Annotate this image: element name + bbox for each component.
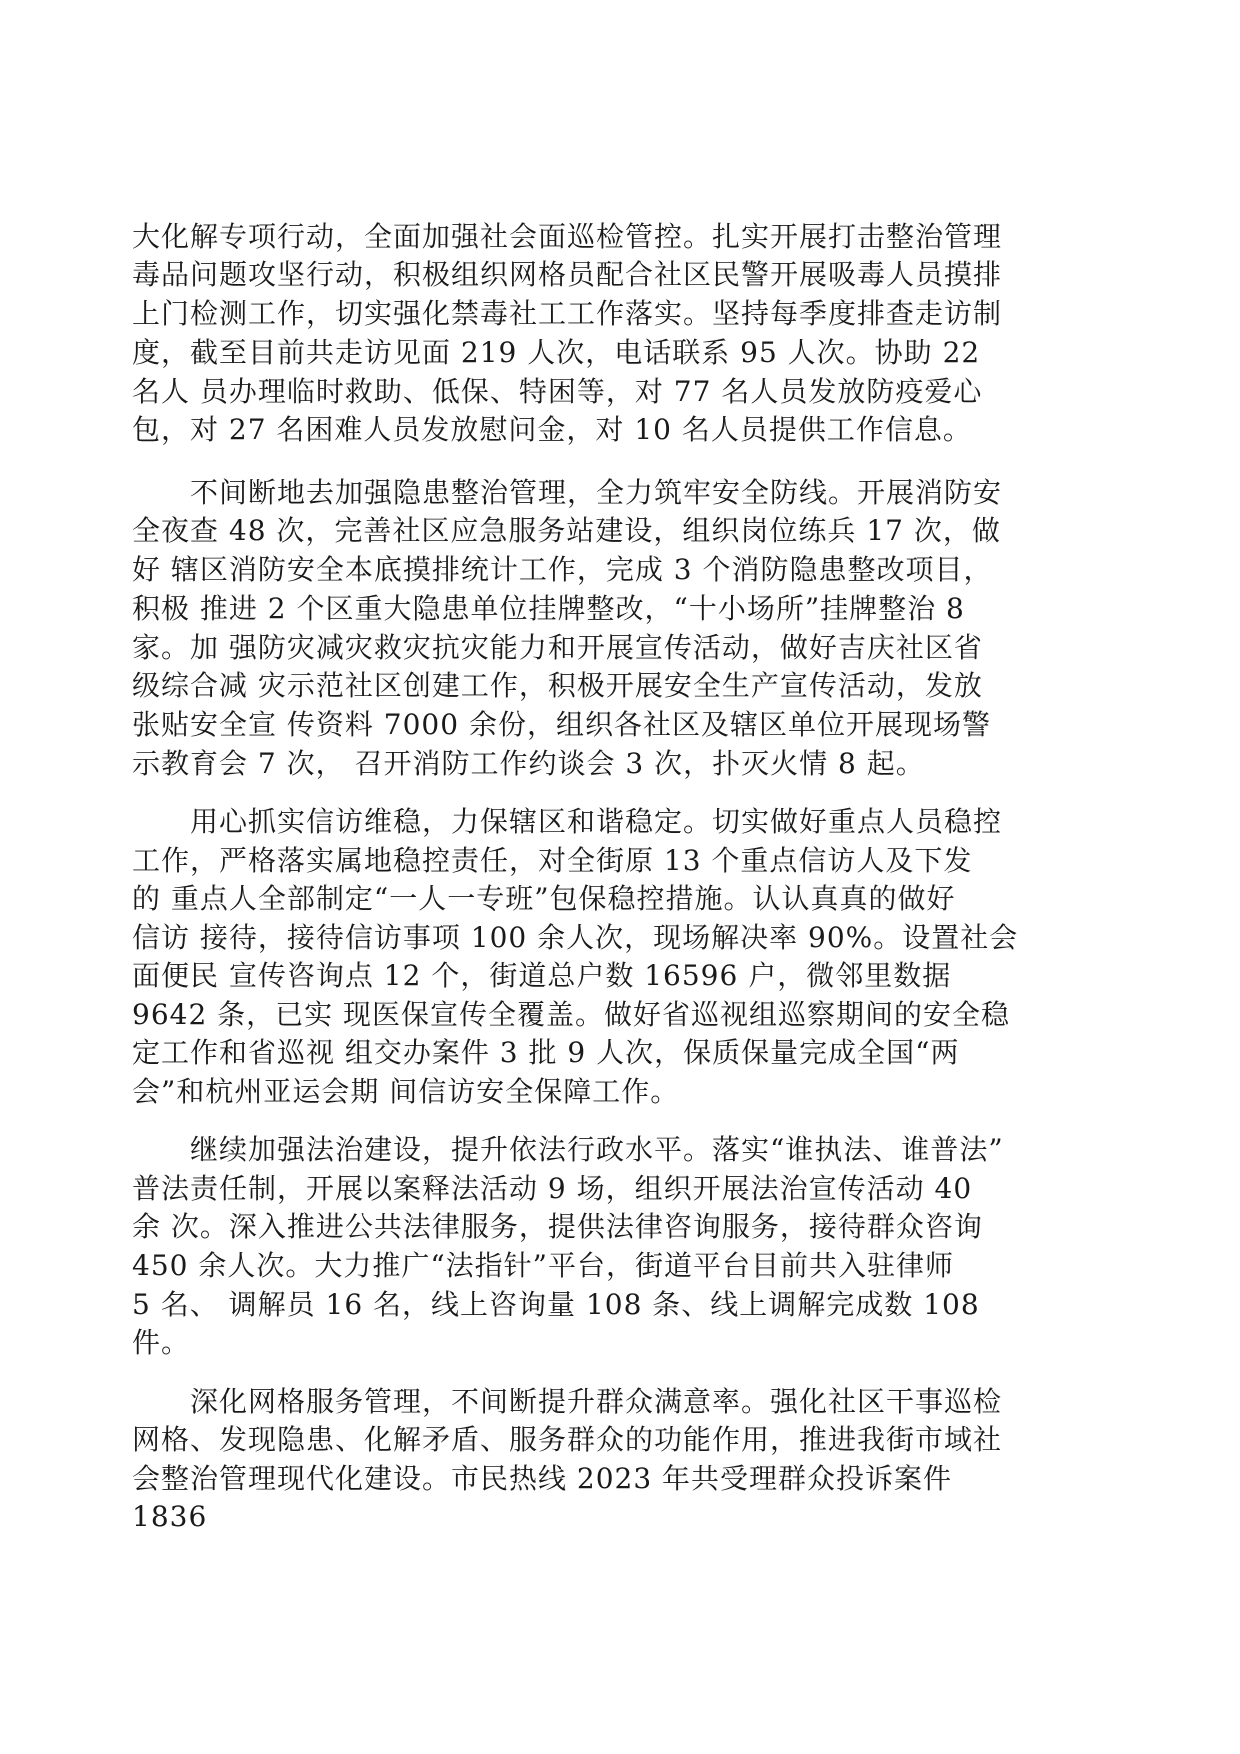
text-line: 工作，严格落实属地稳控责任，对全街原 13 个重点信访人及下发 — [132, 844, 973, 877]
text-line: 网格、发现隐患、化解矛盾、服务群众的功能作用，推进我街市域社 — [132, 1423, 1003, 1456]
text-line: 用心抓实信访维稳，力保辖区和谐稳定。切实做好重点人员稳控 — [132, 805, 1003, 838]
text-line: 张贴安全宣 传资料 7000 余份，组织各社区及辖区单位开展现场警 — [132, 708, 991, 741]
text-line: 好 辖区消防安全本底摸排统计工作，完成 3 个消防隐患整改项目， — [132, 553, 993, 586]
text-line: 深化网格服务管理，不间断提升群众满意率。强化社区干事巡检 — [132, 1385, 1003, 1418]
text-line: 定工作和省巡视 组交办案件 3 批 9 人次，保质保量完成全国“两 — [132, 1036, 960, 1069]
text-line: 积极 推进 2 个区重大隐患单位挂牌整改，“十小场所”挂牌整治 8 — [132, 592, 965, 625]
text-line: 示教育会 7 次， 召开消防工作约谈会 3 次，扑灭火情 8 起。 — [132, 747, 925, 780]
text-line: 包，对 27 名困难人员发放慰问金，对 10 名人员提供工作信息。 — [132, 413, 972, 446]
text-line: 9642 条，已实 现医保宣传全覆盖。做好省巡视组巡察期间的安全稳 — [132, 998, 1011, 1031]
text-line: 件。 — [132, 1326, 191, 1359]
text-line: 面便民 宣传咨询点 12 个，街道总户数 16596 户，微邻里数据 — [132, 959, 952, 992]
text-line: 大化解专项行动，全面加强社会面巡检管控。扎实开展打击整治管理 — [132, 220, 1003, 253]
text-line: 度，截至目前共走访见面 219 人次，电话联系 95 人次。协助 22 — [132, 336, 981, 369]
text-line: 继续加强法治建设，提升依法行政水平。落实“谁执法、谁普法” — [132, 1133, 1004, 1166]
text-line: 会”和杭州亚运会期 间信访安全保障工作。 — [132, 1075, 680, 1108]
text-line: 的 重点人全部制定“一人一专班”包保稳控措施。认认真真的做好 — [132, 882, 956, 915]
text-line: 普法责任制，开展以案释法活动 9 场，组织开展法治宣传活动 40 — [132, 1172, 973, 1205]
text-line: 毒品问题攻坚行动，积极组织网格员配合社区民警开展吸毒人员摸排 — [132, 258, 1003, 291]
text-line: 余 次。深入推进公共法律服务，提供法律咨询服务，接待群众咨询 — [132, 1210, 983, 1243]
text-line: 家。加 强防灾减灾救灾抗灾能力和开展宣传活动，做好吉庆社区省 — [132, 631, 983, 664]
text-line: 不间断地去加强隐患整治管理，全力筑牢安全防线。开展消防安 — [132, 476, 1003, 509]
text-line: 全夜查 48 次，完善社区应急服务站建设，组织岗位练兵 17 次，做 — [132, 514, 1001, 547]
text-line: 5 名、 调解员 16 名，线上咨询量 108 条、线上调解完成数 108 — [132, 1288, 980, 1321]
text-line: 会整治管理现代化建设。市民热线 2023 年共受理群众投诉案件 — [132, 1462, 953, 1495]
text-line: 上门检测工作，切实强化禁毒社工工作落实。坚持每季度排查走访制 — [132, 297, 1003, 330]
text-line: 名人 员办理临时救助、低保、特困等，对 77 名人员发放防疫爱心 — [132, 375, 983, 408]
text-line: 信访 接待，接待信访事项 100 余人次，现场解决率 90%。设置社会 — [132, 921, 1019, 954]
text-line: 级综合减 灾示范社区创建工作，积极开展安全生产宣传活动，发放 — [132, 669, 983, 702]
text-line: 1836 — [132, 1500, 208, 1533]
text-line: 450 余人次。大力推广“法指针”平台，街道平台目前共入驻律师 — [132, 1249, 954, 1282]
